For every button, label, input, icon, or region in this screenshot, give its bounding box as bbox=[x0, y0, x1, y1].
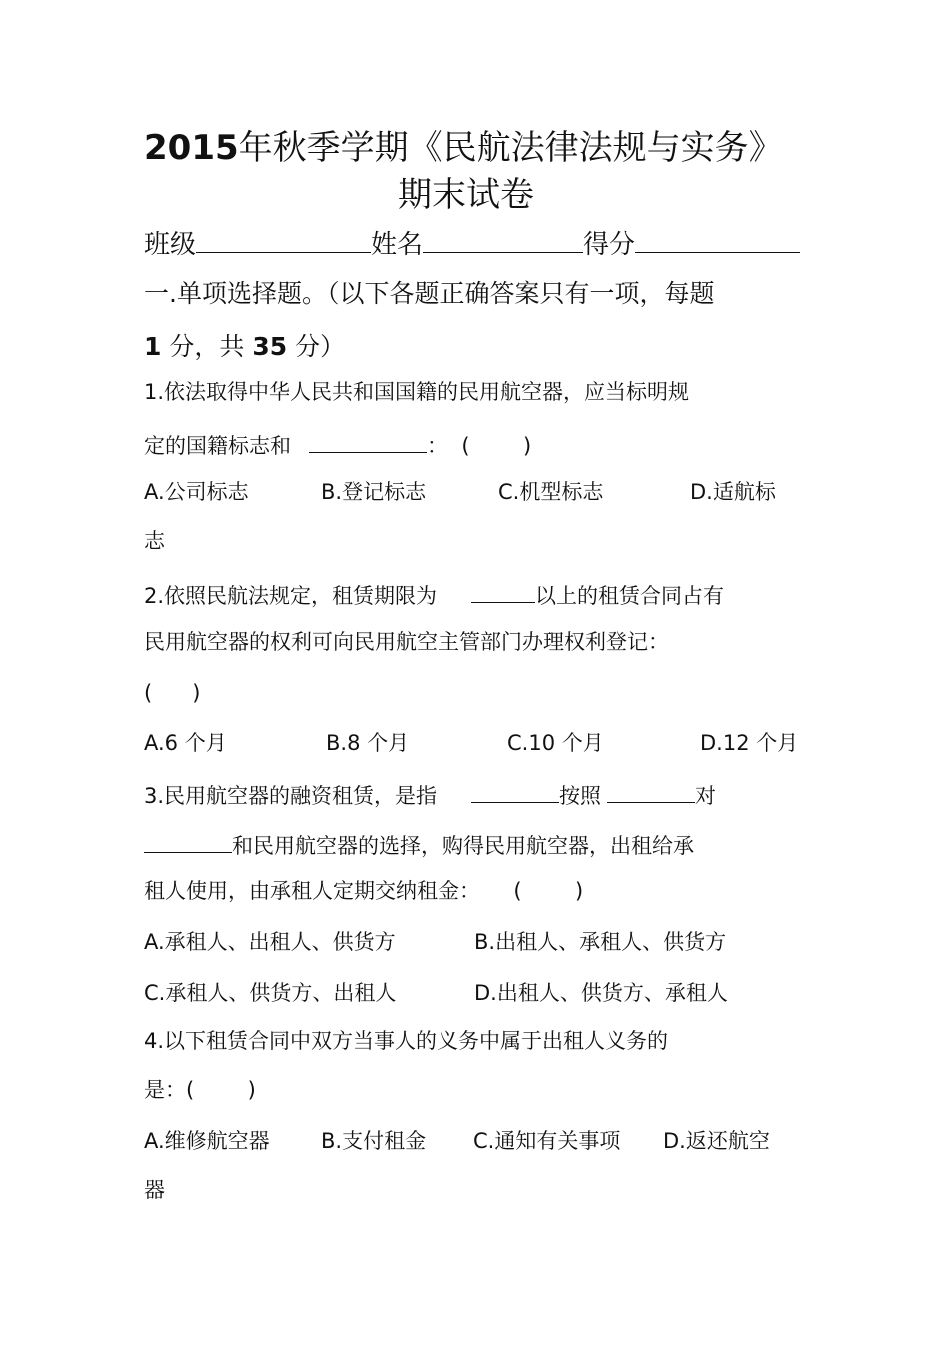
question-3-line2: 和民用航空器的选择，购得民用航空器，出租给承 bbox=[144, 832, 694, 857]
q3-option-d[interactable]: D.出租人、供货方、承租人 bbox=[474, 981, 728, 1005]
title-year: 2015 bbox=[144, 128, 239, 168]
info-line bbox=[144, 230, 800, 258]
question-2-line2: 民用航空器的权利可向民用航空主管部门办理权利登记： bbox=[144, 630, 669, 654]
title-text: 年秋季学期《民航法律法规与实务》 bbox=[238, 128, 783, 168]
q4-option-b[interactable]: B.支付租金 bbox=[321, 1129, 427, 1153]
q3-option-b[interactable]: B.出租人、承租人、供货方 bbox=[474, 930, 727, 954]
exam-title-line2: 期末试卷 bbox=[398, 175, 534, 215]
q2-option-c[interactable]: C.10 个月 bbox=[507, 731, 604, 755]
q1-option-b[interactable]: B.登记标志 bbox=[321, 480, 427, 504]
q1-option-c[interactable]: C.机型标志 bbox=[498, 480, 604, 504]
q1-option-d[interactable]: D.适航标 bbox=[690, 480, 776, 504]
q4-option-d[interactable]: D.返还航空 bbox=[663, 1129, 770, 1153]
q3-option-c[interactable]: C.承租人、供货方、出租人 bbox=[144, 981, 397, 1005]
question-3-line1: 3.民用航空器的融资租赁，是指 按照 对 bbox=[144, 784, 717, 808]
q4-option-d-wrap: 器 bbox=[144, 1178, 165, 1202]
question-3-blank-2[interactable] bbox=[607, 782, 695, 803]
class-field[interactable] bbox=[196, 230, 371, 253]
section1-heading-line2: 1 分，共 35 分） bbox=[144, 332, 346, 361]
question-3-blank-3[interactable] bbox=[144, 832, 232, 853]
question-2-blank[interactable] bbox=[471, 582, 535, 603]
question-1-line2: 定的国籍标志和 ： ( ) bbox=[144, 434, 532, 458]
section1-heading: 一.单项选择题。（以下各题正确答案只有一项，每题 bbox=[144, 279, 715, 308]
exam-title-line1 bbox=[144, 128, 783, 168]
question-4-line2: 是：( ) bbox=[144, 1078, 256, 1102]
score-field[interactable] bbox=[635, 230, 800, 253]
q1-option-a[interactable]: A.公司标志 bbox=[144, 480, 249, 504]
q4-option-a[interactable]: A.维修航空器 bbox=[144, 1129, 270, 1153]
class-label: 班级 bbox=[144, 230, 197, 260]
question-1-blank[interactable] bbox=[309, 432, 427, 453]
score-label: 得分 bbox=[583, 230, 636, 260]
q4-option-c[interactable]: C.通知有关事项 bbox=[473, 1129, 621, 1153]
question-2-line3: ( ) bbox=[144, 681, 201, 705]
q2-option-d[interactable]: D.12 个月 bbox=[700, 731, 799, 755]
q2-option-a[interactable]: A.6 个月 bbox=[144, 731, 227, 755]
q1-option-d-wrap: 志 bbox=[144, 529, 165, 553]
question-3-blank-1[interactable] bbox=[471, 782, 559, 803]
question-3-line3: 租人使用，由承租人定期交纳租金： ( ) bbox=[144, 879, 584, 903]
q3-option-a[interactable]: A.承租人、出租人、供货方 bbox=[144, 930, 396, 954]
question-4-line1: 4.以下租赁合同中双方当事人的义务中属于出租人义务的 bbox=[144, 1029, 669, 1053]
name-field[interactable] bbox=[423, 230, 583, 253]
question-1-line1: 1.依法取得中华人民共和国国籍的民用航空器，应当标明规 bbox=[144, 380, 690, 404]
question-2-line1: 2.依照民航法规定，租赁期限为 以上的租赁合同占有 bbox=[144, 584, 725, 608]
name-label: 姓名 bbox=[371, 230, 424, 260]
q2-option-b[interactable]: B.8 个月 bbox=[326, 731, 410, 755]
